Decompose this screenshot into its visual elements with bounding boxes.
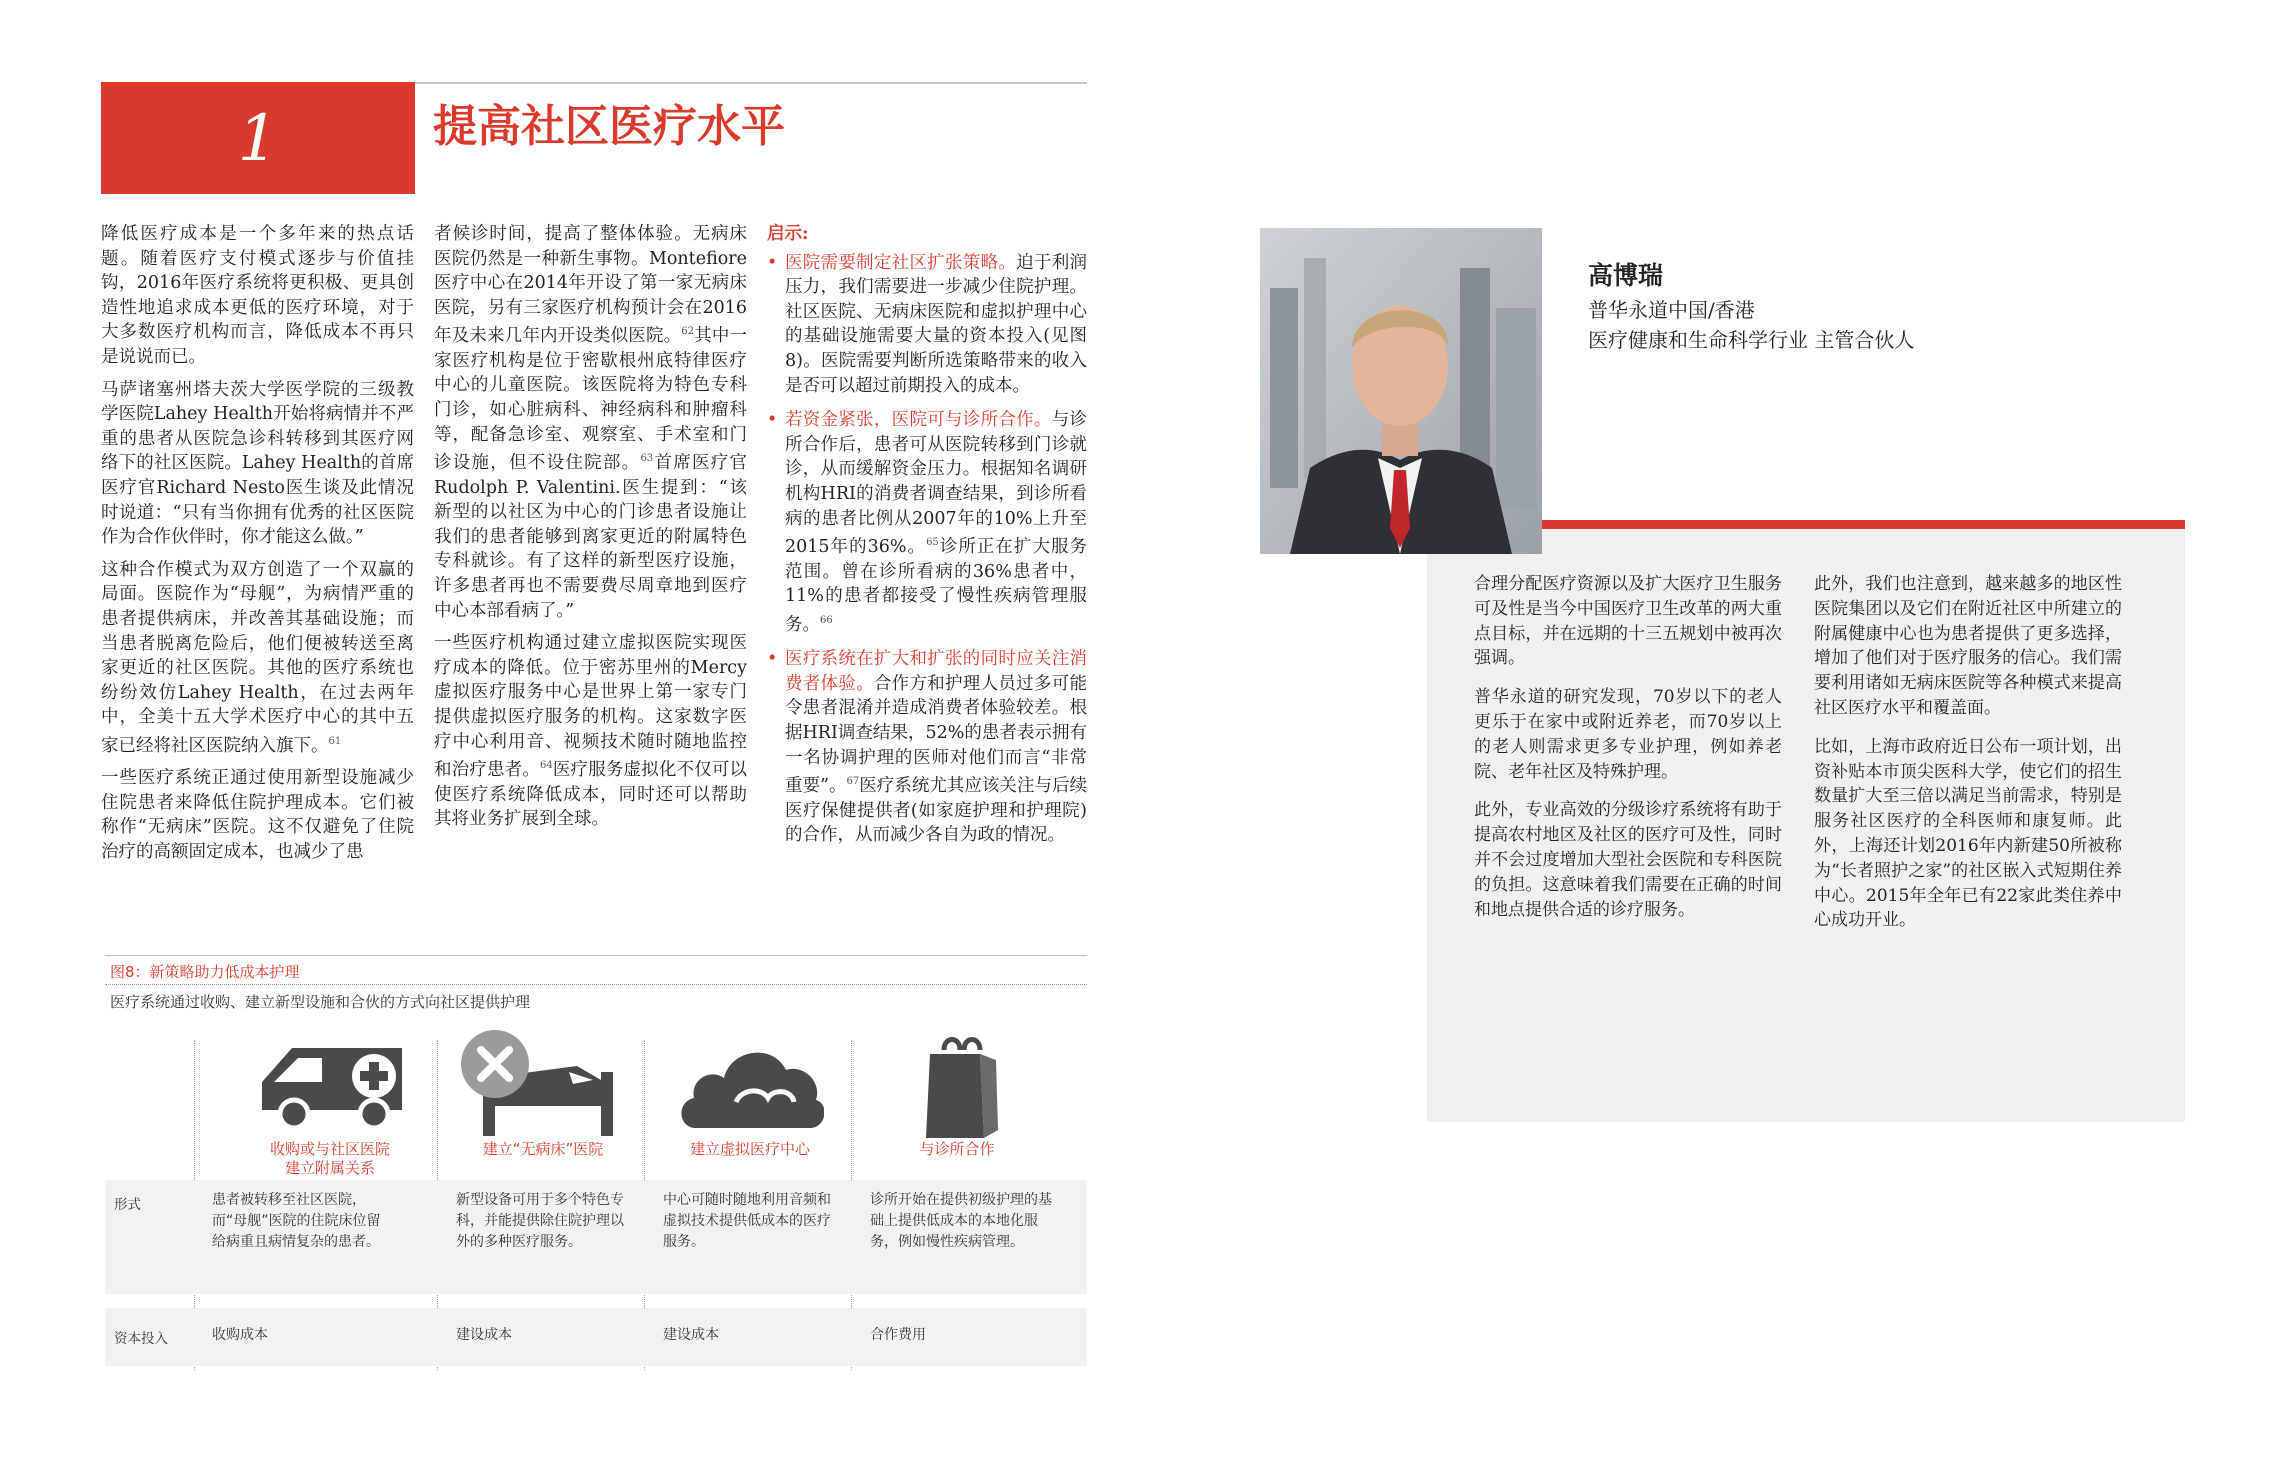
column-label: 建立“无病床”医院 xyxy=(482,1140,604,1158)
bed-cross-icon xyxy=(461,1030,629,1140)
bullet-text: 诊所正在扩大服务范围。曾在诊所看病的36%患者中，11%的患者都接受了慢性疾病管理服务。 xyxy=(785,536,1087,635)
cost-cell: 建设成本 xyxy=(456,1327,512,1343)
text-column-1 xyxy=(101,222,414,873)
paragraph: 降低医疗成本是一个多年来的热点话题。随着医疗支付模式逐步与价值挂钩，2016年医疗系统将更积极、更具创造性地追求成本更低的医疗环境，对于大多数医疗机构而言，降低成本不再只是说说而已。 xyxy=(101,224,414,367)
bullet-text: 合作方和护理人员过多可能令患者混淆并造成消费者体验较差。根据HRI调查结果，52%的患者表示拥有一名协调护理的医师对他们而言“非常重要”。 xyxy=(785,673,1087,796)
paragraph-text: 其中一家医疗机构是位于密歇根州底特律医疗中心的儿童医院。该医院将为特色专科门诊，如心脏病科、神经病科和肿瘤科等，配备急诊室、观察室、手术室和门诊设施，但不设住院部。 xyxy=(434,326,748,473)
text-column-2 xyxy=(434,222,747,840)
ambulance-icon xyxy=(252,1040,404,1132)
paragraph: 合理分配医疗资源以及扩大医疗卫生服务可及性是当今中国医疗卫生改革的两大重点目标，并在远期的十三五规划中被再次强调。 xyxy=(1474,574,1782,669)
paragraph-text: 者候诊时间，提高了整体体验。无病床医院仍然是一种新生事物。Montefiore医疗中心在2014年开设了第一家无病床医院，另有三家医疗机构预计会在2016年及未来几年内开设类似医院。 xyxy=(434,224,747,347)
footnote-ref: 64 xyxy=(539,760,553,772)
form-cell: 诊所开始在提供初级护理的基础上提供低成本的本地化服务，例如慢性疾病管理。 xyxy=(870,1192,1052,1250)
form-cell: 患者被转移至社区医院，而“母舰”医院的住院床位留给病重且病情复杂的患者。 xyxy=(212,1192,381,1250)
column-label xyxy=(240,1140,420,1178)
insights-column xyxy=(767,222,1087,858)
insight-bullet xyxy=(767,251,1087,399)
bullet-heading: 医疗系统在扩大和扩张的同时应关注消费者体验。 xyxy=(785,649,1087,694)
bullet-text: 迫于利润压力，我们需要进一步减少住院护理。社区医院、无病床医院和虚拟护理中心的基础设施需要大量的资本投入(见图8)。医院需要判断所选策略带来的收入是否可以超过前期投入的成本。 xyxy=(785,252,1087,396)
profile-role-line: 医疗健康和生命科学行业 主管合伙人 xyxy=(1588,328,1915,352)
chapter-title: 提高社区医疗水平 xyxy=(433,101,785,152)
footnote-ref: 63 xyxy=(640,453,654,465)
chapter-number-box xyxy=(101,82,415,194)
paragraph xyxy=(434,631,747,832)
paragraph: 普华永道的研究发现，70岁以下的老人更乐于在家中或附近养老，而70岁以上的老人则需求更多专业护理，例如养老院、老年社区及特殊护理。 xyxy=(1474,687,1782,782)
bullet-text: 医疗系统尤其应该关注与后续医疗保健提供者(如家庭护理和护理院)的合作，从而减少各自为政的情况。 xyxy=(785,775,1088,846)
paragraph xyxy=(101,558,414,759)
chapter-number: 1 xyxy=(237,102,279,176)
column-label: 与诊所合作 xyxy=(919,1140,995,1158)
commentary-column-1 xyxy=(1474,572,1782,936)
paragraph: 马萨诸塞州塔夫茨大学医学院的三级教学医院Lahey Health开始将病情并不严重的患者从医院急诊科转移到其医疗网络下的社区医院。Lahey Health的首席医疗官Richard Nesto医生谈及此情况时说道：“只有当你拥有优秀的社区医院作为合作伙伴时，你才能这么做。” xyxy=(101,379,414,548)
row-label-cost: 资本投入 xyxy=(114,1331,168,1347)
bullet-heading: 若资金紧张，医院可与诊所合作。 xyxy=(785,410,1052,431)
footnote-ref: 61 xyxy=(328,735,342,747)
paragraph: 比如，上海市政府近日公布一项计划，出资补贴本市顶尖医科大学，使它们的招生数量扩大至三倍以满足当前需求，特别是服务社区医疗的全科医师和康复师。此外，上海还计划2016年内新建50所被称为“长者照护之家”的社区嵌入式短期住养中心。2015年全年已有22家此类住养中心成功开业。 xyxy=(1814,736,2122,931)
cost-cell: 收购成本 xyxy=(212,1327,268,1343)
figure-divider xyxy=(105,984,1087,985)
form-cell: 新型设备可用于多个特色专科，并能提供除住院护理以外的多种医疗服务。 xyxy=(456,1192,624,1250)
commentary-column-2 xyxy=(1814,572,2122,947)
paragraph-text: 一些医疗机构通过建立虚拟医院实现医疗成本的降低。位于密苏里州的Mercy虚拟医疗服务中心是世界上第一家专门提供虚拟医疗服务的机构。这家数字医疗中心利用音、视频技术随时随地监控和治疗患者。 xyxy=(434,633,747,780)
paragraph: 此外，我们也注意到，越来越多的地区性医院集团以及它们在附近社区中所建立的附属健康中心也为患者提供了更多选择，增加了他们对于医疗服务的信心。我们需要利用诸如无病床医院等各种模式来提高社区医疗水平和覆盖面。 xyxy=(1814,574,2122,718)
figure-top-rule xyxy=(105,955,1087,956)
cloud-icon xyxy=(676,1040,824,1130)
column-label-line: 建立附属关系 xyxy=(284,1159,375,1177)
bullet-text: 与诊所合作后，患者可从医院转移到门诊就诊，从而缓解资金压力。根据知名调研机构HRI的消费者调查结果，到诊所看病的患者比例从2007年的10%上升至2015年的36%。 xyxy=(785,410,1087,557)
paragraph xyxy=(434,222,747,623)
footnote-ref: 67 xyxy=(846,776,860,788)
cost-cell: 合作费用 xyxy=(870,1327,926,1343)
paragraph-text: 这种合作模式为双方创造了一个双赢的局面。医院作为“母舰”，为病情严重的患者提供病床，并改善其基础设施；而当患者脱离危险后，他们便被转送至离家更近的社区医院。其他的医疗系统也纷纷效仿Lahey Health，在过去两年中，全美十五大学术医疗中心的其中五家已经将社区医院纳入旗下。 xyxy=(101,559,414,756)
column-label-line: 收购或与社区医院 xyxy=(269,1140,390,1158)
paragraph-text: 首席医疗官Rudolph P. Valentini.医生提到：“该新型的以社区为中心的门诊患者设施让我们的患者能够到离家更近的附属特色专科就诊。有了这样的新型医疗设施，许多患者再也不需要费尽周章地到医疗中心本部看病了。” xyxy=(434,453,748,621)
insight-bullet xyxy=(767,408,1087,637)
insight-bullet xyxy=(767,647,1087,848)
form-cell: 中心可随时随地利用音频和虚拟技术提供低成本的医疗服务。 xyxy=(663,1192,831,1250)
paragraph-text: 医疗服务虚拟化不仅可以使医疗系统降低成本，同时还可以帮助其将业务扩展到全球。 xyxy=(434,759,748,830)
insights-title: 启示: xyxy=(767,224,809,244)
figure-title: 图8：新策略助力低成本护理 xyxy=(110,963,300,981)
cost-cell: 建设成本 xyxy=(663,1327,719,1343)
figure-subtitle: 医疗系统通过收购、建立新型设施和合伙的方式向社区提供护理 xyxy=(110,993,531,1011)
portrait-photo xyxy=(1260,228,1542,554)
paragraph: 此外，专业高效的分级诊疗系统将有助于提高农村地区及社区的医疗可及性，同时并不会过度增加大型社会医院和专科医院的负担。这意味着我们需要在正确的时间和地点提供合适的诊疗服务。 xyxy=(1474,800,1782,920)
row-label-form: 形式 xyxy=(114,1197,141,1213)
profile-name: 高博瑞 xyxy=(1588,261,1664,290)
shopping-bag-icon xyxy=(922,1030,1002,1142)
bullet-heading: 医院需要制定社区扩张策略。 xyxy=(785,252,1017,273)
paragraph: 一些医疗系统正通过使用新型设施减少住院患者来降低住院护理成本。它们被称作“无病床”医院。这不仅避免了住院治疗的高额固定成本，也减少了患 xyxy=(101,768,414,863)
column-label: 建立虚拟医疗中心 xyxy=(689,1140,810,1158)
footnote-ref: 66 xyxy=(820,614,833,626)
footnote-ref: 65 xyxy=(926,537,939,549)
footnote-ref: 62 xyxy=(681,326,695,338)
profile-role-line: 普华永道中国/香港 xyxy=(1588,298,1755,322)
